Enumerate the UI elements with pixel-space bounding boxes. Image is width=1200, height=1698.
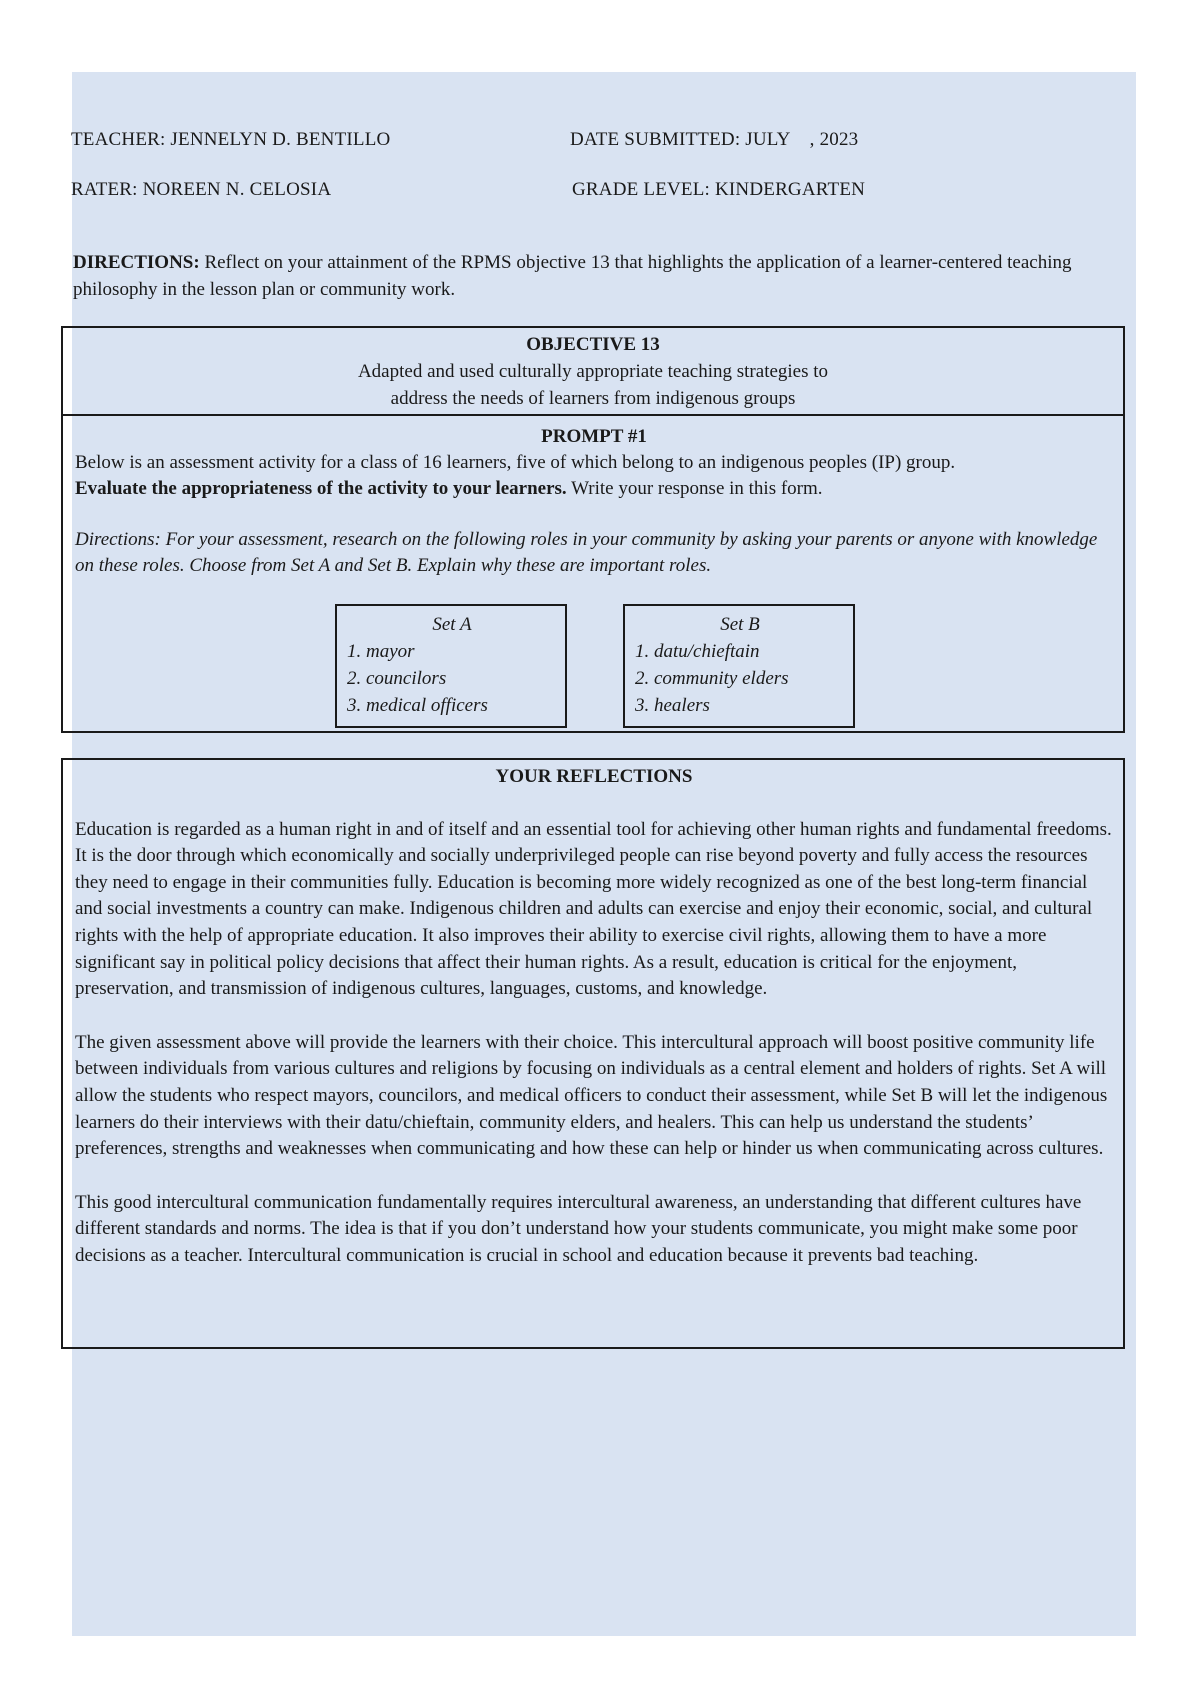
prompt-title: PROMPT #1	[541, 426, 647, 447]
reflections-box	[61, 758, 1125, 1349]
set-a-item: 3. medical officers	[347, 695, 488, 716]
prompt-box	[61, 414, 1125, 733]
grade-level-field: GRADE LEVEL: KINDERGARTEN	[572, 179, 866, 200]
reflections-title: YOUR REFLECTIONS	[495, 766, 693, 787]
directions-label: DIRECTIONS:	[73, 252, 200, 273]
prompt-italic-directions: Directions: For your assessment, research on the following roles in your community by asking your parents or anyone with knowledge on these roles. Choose from Set A and Set B. Explain why these are important roles.	[75, 529, 1098, 576]
set-b-title: Set B	[720, 614, 760, 635]
prompt-instruction	[75, 476, 1113, 502]
set-b-item: 1. datu/chieftain	[635, 641, 760, 662]
directions	[73, 249, 1113, 303]
objective-line-2: address the needs of learners from indigenous groups	[390, 388, 796, 409]
set-a-box	[335, 604, 567, 728]
reflection-paragraph: This good intercultural communication fundamentally requires intercultural awareness, an understanding that different cultures have different standards and norms. The idea is that if you don’t understand how your students communicate, you might make some poor decisions as a teacher. Intercultural communication is crucial in school and education because it prevents bad teaching.	[75, 1191, 1082, 1266]
objective-title: OBJECTIVE 13	[526, 334, 660, 355]
prompt-instruction-rest: Write your response in this form.	[566, 478, 823, 499]
date-submitted-field: DATE SUBMITTED: JULY , 2023	[570, 129, 859, 150]
set-b-box	[623, 604, 855, 728]
reflection-paragraph: Education is regarded as a human right in and of itself and an essential tool for achieving other human rights and fundamental freedoms. It is the door through which economically and socially underprivileged people can rise beyond poverty and fully access the resources they need to engage in their communities fully. Education is becoming more widely recognized as one of the best long-term financial and social investments a country can make. Indigenous children and adults can exercise and enjoy their economic, social, and cultural rights with the help of appropriate education. It also improves their ability to exercise civil rights, allowing them to have a more significant say in political policy decisions that affect their human rights. As a result, education is critical for the enjoyment, preservation, and transmission of indigenous cultures, languages, customs, and knowledge.	[75, 818, 1112, 1000]
directions-text: Reflect on your attainment of the RPMS objective 13 that highlights the application of a learner-centered teaching philosophy in the lesson plan or community work.	[73, 252, 1072, 300]
set-a-title: Set A	[432, 614, 472, 635]
set-a-item: 1. mayor	[347, 641, 415, 662]
rater-field: RATER: NOREEN N. CELOSIA	[71, 179, 332, 200]
set-b-item: 3. healers	[635, 695, 710, 716]
reflection-paragraph: The given assessment above will provide the learners with their choice. This intercultural approach will boost positive community life between individuals from various cultures and religions by focusing on individuals as a central element and holders of rights. Set A will allow the students who respect mayors, councilors, and medical officers to conduct their assessment, while Set B will let the indigenous learners do their interviews with their datu/chieftain, community elders, and healers. This can help us understand the students’ preferences, strengths and weaknesses when communicating and how these can help or hinder us when communicating across cultures.	[75, 1031, 1108, 1160]
prompt-intro: Below is an assessment activity for a class of 16 learners, five of which belong to an indigenous peoples (IP) group.	[75, 452, 956, 473]
teacher-field: TEACHER: JENNELYN D. BENTILLO	[71, 129, 391, 150]
prompt-bold-instruction: Evaluate the appropriateness of the activity to your learners.	[75, 478, 567, 499]
objective-box	[61, 326, 1125, 416]
set-b-item: 2. community elders	[635, 668, 789, 689]
set-a-item: 2. councilors	[347, 668, 447, 689]
objective-line-1: Adapted and used culturally appropriate teaching strategies to	[357, 361, 829, 382]
